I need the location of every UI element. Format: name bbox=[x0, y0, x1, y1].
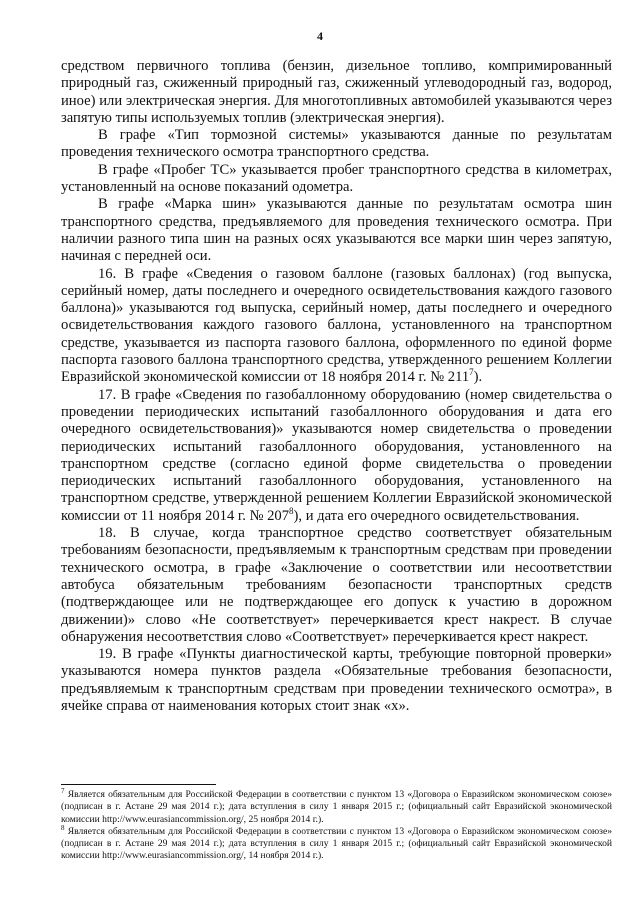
footnote-mark: 7 bbox=[61, 786, 65, 795]
paragraph-17-gas-equipment bbox=[61, 387, 612, 525]
paragraph-text: В графе «Пробег ТС» указывается пробег транспортного средства в километрах, установленный на основе показаний одометра. bbox=[61, 161, 612, 196]
footnote-ref-8: 8 bbox=[289, 505, 294, 516]
paragraph-brake-system bbox=[61, 127, 612, 162]
footnote-divider bbox=[61, 784, 216, 785]
paragraph-tail: ). bbox=[473, 369, 483, 386]
paragraph-mileage bbox=[61, 162, 612, 197]
footnote-text: Является обязательным для Российской Федерации в соответствии с пунктом 13 «Договора о Евразийском экономическом союзе» (подписан в г. Астане 29 мая 2014 г.); дата вступления в силу 1 января 2015 г.; (официальный сайт Евразийской экономической комиссии http://www.eurasiancommission.org/, 14 ноября 2014 г.). bbox=[61, 825, 612, 862]
paragraph-text: В графе «Марка шин» указываются данные по результатам осмотра шин транспортного средства, предъявляемого для проведения технического осмотра. При наличии разного типа шин на разных осях указываются все марки шин через запятую, начиная с передней оси. bbox=[61, 196, 612, 265]
paragraph-tire-brand bbox=[61, 196, 612, 265]
footnote-text: Является обязательным для Российской Федерации в соответствии с пунктом 13 «Договора о Евразийском экономическом союзе» (подписан в г. Астане 29 мая 2014 г.); дата вступления в силу 1 января 2015 г.; (официальный сайт Евразийской экономической комиссии http://www.eurasiancommission.org/, 25 ноября 2014 г.). bbox=[61, 789, 612, 825]
footnote-7 bbox=[61, 786, 612, 826]
paragraph-18-conclusion bbox=[61, 525, 612, 646]
paragraph-text: 17. В графе «Сведения по газобаллонному оборудованию (номер свидетельства о проведении периодических испытаний газобаллонного оборудования и дата его очередного освидетельствования)» указываются номер свидетельства о проведении периодических испытаний газобаллонного оборудования, установленного на транспортном средстве (согласно единой форме свидетельства о проведении периодических испытаний газобаллонного оборудования, установленного на транспортном средстве, утвержденной решением Коллегии Евразийской экономической комиссии от 11 ноября 2014 г. № 207 bbox=[61, 386, 612, 524]
paragraph-fuel-continuation bbox=[61, 58, 612, 127]
paragraph-16-gas-cylinder bbox=[61, 266, 612, 387]
document-body bbox=[61, 58, 612, 715]
paragraph-text: средством первичного топлива (бензин, дизельное топливо, компримированный природный газ, сжиженный природный газ, сжиженный углеводородный газ, водород, иное) или электрическая энергия. Для многотопливных автомобилей указываются через запятую типы используемых топлив (электрическая энергия). bbox=[61, 58, 612, 126]
paragraph-text: 19. В графе «Пункты диагностической карты, требующие повторной проверки» указываются номера пунктов раздела «Обязательные требования безопасности, предъявляемым к транспортным средствам при проведении технического осмотра», в ячейке справа от наименования которых стоит знак «х». bbox=[61, 646, 612, 714]
paragraph-19-recheck-items bbox=[61, 646, 612, 715]
page-number: 4 bbox=[317, 29, 323, 43]
footnote-8 bbox=[61, 823, 612, 863]
paragraph-tail: ), и дата его очередного освидетельствования. bbox=[293, 507, 580, 524]
footnote-mark: 8 bbox=[61, 823, 65, 832]
paragraph-text: В графе «Тип тормозной системы» указываются данные по результатам проведения технического осмотра транспортного средства. bbox=[61, 127, 612, 161]
paragraph-text: 16. В графе «Сведения о газовом баллоне (газовых баллонах) (год выпуска, серийный номер, даты последнего и очередного освидетельствования каждого газового баллона)» указываются год выпуска, серийный номер, даты последнего и очередного освидетельствования каждого газового баллона, установленного на транспортном средстве, указывается из паспорта газового баллона, оформленного по единой форме паспорта газового баллона транспортного средства, утвержденного решением Коллегии Евразийской экономической комиссии от 18 ноября 2014 г. № 211 bbox=[61, 265, 612, 386]
paragraph-text: 18. В случае, когда транспортное средство соответствует обязательным требованиям безопасности, предъявляемым к транспортным средствам при проведении технического осмотра, в графе «Заключение о соответствии или несоответствии автобуса обязательным требованиям безопасности транспортных средств (подтверждающее или не подтверждающее его допуск к участию в дорожном движении)» слово «Не соответствует» перечеркивается крест накрест. В случае обнаружения несоответствия слово «Соответствует» перечеркивается крест накрест. bbox=[61, 525, 612, 645]
footnote-ref-7: 7 bbox=[469, 367, 474, 378]
footnotes bbox=[61, 786, 612, 863]
